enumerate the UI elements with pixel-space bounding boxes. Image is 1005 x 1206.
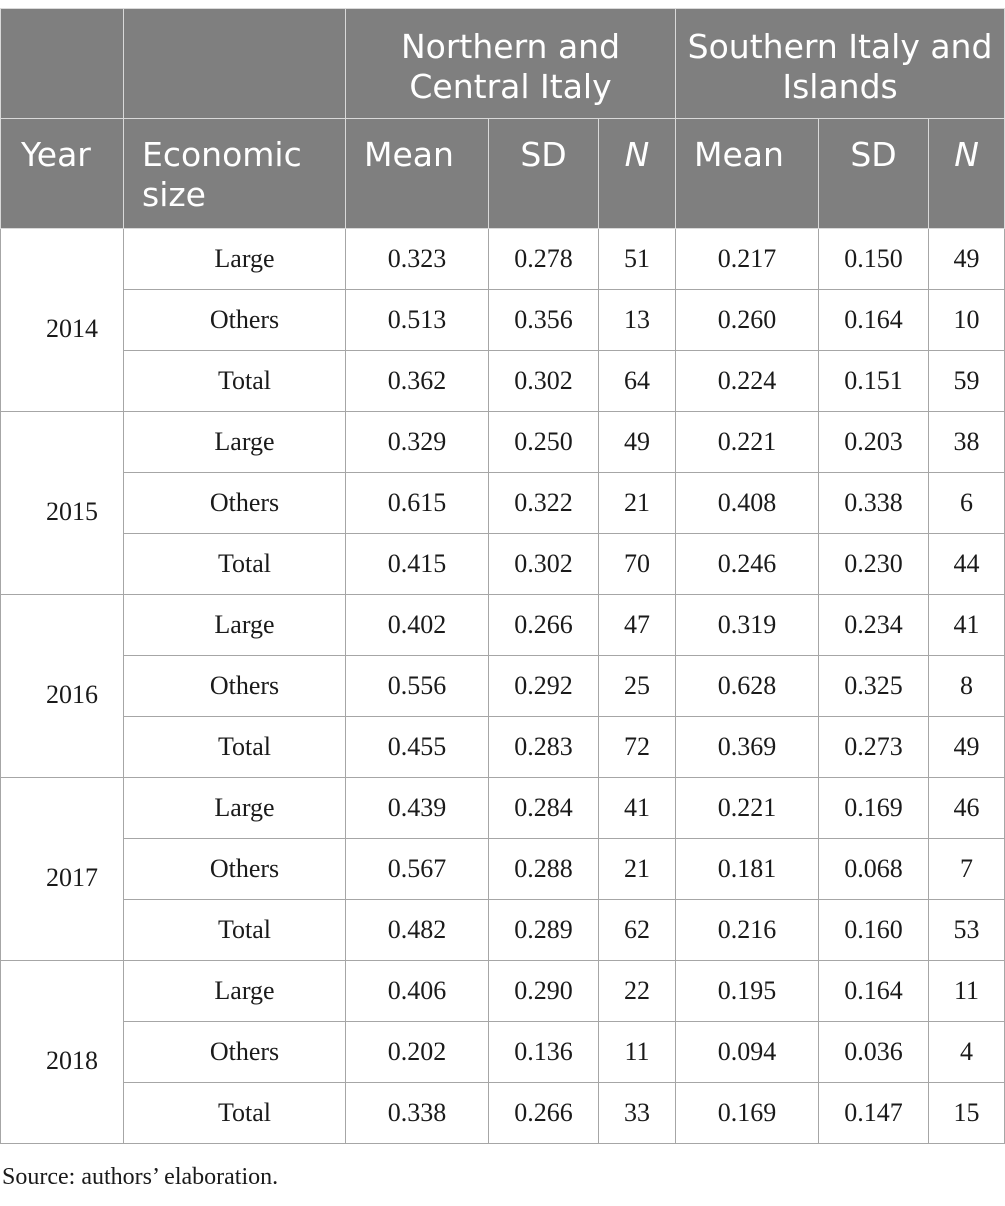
south-sd-cell: 0.325 <box>819 656 929 717</box>
north-mean-cell: 0.567 <box>346 839 489 900</box>
north-sd-cell: 0.250 <box>489 412 599 473</box>
north-sd-cell: 0.283 <box>489 717 599 778</box>
south-mean-cell: 0.246 <box>676 534 819 595</box>
north-n-cell: 64 <box>599 351 676 412</box>
table-body <box>1 229 1005 1144</box>
south-n-cell: 4 <box>929 1022 1005 1083</box>
economic-size-cell: Large <box>124 229 346 290</box>
header-blank-size <box>124 9 346 119</box>
header-year: Year <box>1 119 124 229</box>
north-sd-cell: 0.278 <box>489 229 599 290</box>
table-row <box>1 717 1005 778</box>
south-sd-cell: 0.169 <box>819 778 929 839</box>
table-row <box>1 656 1005 717</box>
south-n-cell: 49 <box>929 229 1005 290</box>
north-mean-cell: 0.556 <box>346 656 489 717</box>
south-sd-cell: 0.150 <box>819 229 929 290</box>
header-row-columns <box>1 119 1005 229</box>
south-n-cell: 38 <box>929 412 1005 473</box>
south-n-cell: 41 <box>929 595 1005 656</box>
economic-size-cell: Total <box>124 351 346 412</box>
south-mean-cell: 0.094 <box>676 1022 819 1083</box>
north-n-cell: 49 <box>599 412 676 473</box>
north-sd-cell: 0.266 <box>489 595 599 656</box>
south-mean-cell: 0.224 <box>676 351 819 412</box>
economic-size-cell: Large <box>124 961 346 1022</box>
economic-size-cell: Large <box>124 778 346 839</box>
year-cell: 2016 <box>1 595 124 778</box>
south-mean-cell: 0.217 <box>676 229 819 290</box>
north-n-cell: 22 <box>599 961 676 1022</box>
south-n-cell: 53 <box>929 900 1005 961</box>
north-mean-cell: 0.362 <box>346 351 489 412</box>
south-mean-cell: 0.628 <box>676 656 819 717</box>
table-row <box>1 229 1005 290</box>
south-n-cell: 59 <box>929 351 1005 412</box>
economic-size-cell: Total <box>124 900 346 961</box>
north-n-cell: 47 <box>599 595 676 656</box>
north-n-cell: 21 <box>599 839 676 900</box>
north-sd-cell: 0.289 <box>489 900 599 961</box>
south-sd-cell: 0.160 <box>819 900 929 961</box>
south-mean-cell: 0.195 <box>676 961 819 1022</box>
header-south-mean: Mean <box>676 119 819 229</box>
south-n-cell: 8 <box>929 656 1005 717</box>
north-n-cell: 51 <box>599 229 676 290</box>
south-sd-cell: 0.234 <box>819 595 929 656</box>
south-sd-cell: 0.151 <box>819 351 929 412</box>
south-sd-cell: 0.036 <box>819 1022 929 1083</box>
south-n-cell: 44 <box>929 534 1005 595</box>
south-mean-cell: 0.319 <box>676 595 819 656</box>
economic-size-cell: Total <box>124 1083 346 1144</box>
economic-size-cell: Total <box>124 534 346 595</box>
north-mean-cell: 0.513 <box>346 290 489 351</box>
south-mean-cell: 0.408 <box>676 473 819 534</box>
header-south-sd: SD <box>819 119 929 229</box>
north-mean-cell: 0.415 <box>346 534 489 595</box>
table-row <box>1 473 1005 534</box>
south-sd-cell: 0.147 <box>819 1083 929 1144</box>
year-cell: 2018 <box>1 961 124 1144</box>
north-n-cell: 33 <box>599 1083 676 1144</box>
south-n-cell: 10 <box>929 290 1005 351</box>
north-sd-cell: 0.266 <box>489 1083 599 1144</box>
south-mean-cell: 0.169 <box>676 1083 819 1144</box>
south-n-cell: 11 <box>929 961 1005 1022</box>
north-n-cell: 11 <box>599 1022 676 1083</box>
economic-size-cell: Others <box>124 473 346 534</box>
south-sd-cell: 0.164 <box>819 961 929 1022</box>
economic-size-cell: Others <box>124 290 346 351</box>
header-group-south: Southern Italy and Islands <box>676 9 1005 119</box>
table-row <box>1 1022 1005 1083</box>
north-mean-cell: 0.202 <box>346 1022 489 1083</box>
header-south-n: N <box>929 119 1005 229</box>
table-row <box>1 534 1005 595</box>
south-mean-cell: 0.216 <box>676 900 819 961</box>
south-n-cell: 46 <box>929 778 1005 839</box>
header-north-mean: Mean <box>346 119 489 229</box>
source-footnote: Source: authors’ elaboration. <box>2 1164 279 1190</box>
economic-size-cell: Others <box>124 1022 346 1083</box>
economic-size-cell: Others <box>124 839 346 900</box>
economic-size-cell: Total <box>124 717 346 778</box>
south-n-cell: 6 <box>929 473 1005 534</box>
header-blank-year <box>1 9 124 119</box>
south-n-cell: 49 <box>929 717 1005 778</box>
north-n-cell: 25 <box>599 656 676 717</box>
south-sd-cell: 0.203 <box>819 412 929 473</box>
north-sd-cell: 0.284 <box>489 778 599 839</box>
header-north-sd: SD <box>489 119 599 229</box>
south-sd-cell: 0.068 <box>819 839 929 900</box>
statistics-table <box>0 8 1005 1144</box>
north-sd-cell: 0.292 <box>489 656 599 717</box>
north-mean-cell: 0.615 <box>346 473 489 534</box>
north-mean-cell: 0.402 <box>346 595 489 656</box>
economic-size-cell: Large <box>124 412 346 473</box>
north-n-cell: 70 <box>599 534 676 595</box>
header-north-n: N <box>599 119 676 229</box>
south-sd-cell: 0.230 <box>819 534 929 595</box>
table-row <box>1 839 1005 900</box>
north-n-cell: 41 <box>599 778 676 839</box>
north-n-cell: 13 <box>599 290 676 351</box>
north-sd-cell: 0.322 <box>489 473 599 534</box>
north-n-cell: 72 <box>599 717 676 778</box>
north-mean-cell: 0.329 <box>346 412 489 473</box>
economic-size-cell: Others <box>124 656 346 717</box>
south-mean-cell: 0.260 <box>676 290 819 351</box>
south-sd-cell: 0.273 <box>819 717 929 778</box>
north-n-cell: 62 <box>599 900 676 961</box>
year-cell: 2017 <box>1 778 124 961</box>
north-mean-cell: 0.482 <box>346 900 489 961</box>
table-row <box>1 412 1005 473</box>
table-row <box>1 595 1005 656</box>
north-sd-cell: 0.288 <box>489 839 599 900</box>
south-mean-cell: 0.221 <box>676 412 819 473</box>
economic-size-cell: Large <box>124 595 346 656</box>
table-row <box>1 290 1005 351</box>
table-row <box>1 778 1005 839</box>
south-sd-cell: 0.164 <box>819 290 929 351</box>
north-mean-cell: 0.406 <box>346 961 489 1022</box>
north-mean-cell: 0.439 <box>346 778 489 839</box>
table-row <box>1 351 1005 412</box>
table-row <box>1 900 1005 961</box>
north-sd-cell: 0.356 <box>489 290 599 351</box>
north-n-cell: 21 <box>599 473 676 534</box>
south-n-cell: 7 <box>929 839 1005 900</box>
north-mean-cell: 0.323 <box>346 229 489 290</box>
north-sd-cell: 0.302 <box>489 351 599 412</box>
table-row <box>1 961 1005 1022</box>
header-economic-size: Economic size <box>124 119 346 229</box>
table-row <box>1 1083 1005 1144</box>
south-mean-cell: 0.221 <box>676 778 819 839</box>
north-sd-cell: 0.302 <box>489 534 599 595</box>
north-mean-cell: 0.338 <box>346 1083 489 1144</box>
header-group-north: Northern and Central Italy <box>346 9 676 119</box>
south-mean-cell: 0.369 <box>676 717 819 778</box>
north-sd-cell: 0.290 <box>489 961 599 1022</box>
south-n-cell: 15 <box>929 1083 1005 1144</box>
south-sd-cell: 0.338 <box>819 473 929 534</box>
year-cell: 2015 <box>1 412 124 595</box>
north-mean-cell: 0.455 <box>346 717 489 778</box>
north-sd-cell: 0.136 <box>489 1022 599 1083</box>
year-cell: 2014 <box>1 229 124 412</box>
header-row-groups <box>1 9 1005 119</box>
south-mean-cell: 0.181 <box>676 839 819 900</box>
